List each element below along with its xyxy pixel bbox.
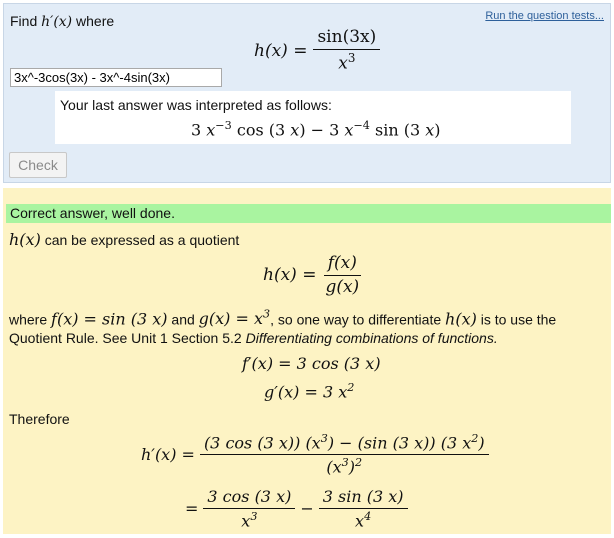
interpreted-expression: 3 $x^{-3}$ cos (3 x) − 3 $x^{-4}$ sin (3 x) bbox=[191, 119, 441, 140]
rule-line bbox=[9, 330, 498, 346]
where-h: h(x) bbox=[445, 309, 477, 329]
term1-den-base: x bbox=[241, 510, 251, 530]
quotient-numerator: f(x) bbox=[324, 254, 361, 276]
hprime-denominator: $(x^3)^2$ bbox=[326, 455, 363, 477]
question-prompt bbox=[10, 13, 114, 30]
equals-sign: = bbox=[185, 499, 199, 519]
hprime-den-close: ) bbox=[348, 457, 356, 477]
interpretation-label: Your last answer was interpreted as follows: bbox=[60, 97, 332, 113]
therefore-text: Therefore bbox=[9, 411, 70, 427]
run-question-tests-link[interactable]: Run the question tests... bbox=[485, 10, 604, 22]
intro-function: h(x) bbox=[9, 230, 41, 249]
term1-fraction bbox=[203, 488, 295, 530]
hprime-num-a: (3 cos (3 x)) (x bbox=[203, 433, 321, 453]
f-prime-equation: f′(x) = 3 cos (3 x) bbox=[242, 354, 381, 373]
prompt-function: h′(x) bbox=[41, 14, 73, 30]
quotient-equation bbox=[263, 254, 363, 296]
correct-answer-banner: Correct answer, well done. bbox=[6, 204, 611, 223]
g-prime-base: g′(x) = 3 x bbox=[264, 382, 348, 402]
intro-text: can be expressed as a quotient bbox=[44, 232, 240, 248]
minus-sign: − bbox=[300, 499, 314, 519]
formula-denominator bbox=[334, 50, 359, 73]
term2-denominator bbox=[351, 509, 375, 530]
hprime-den-a: (x bbox=[326, 457, 342, 477]
quotient-fraction bbox=[321, 254, 363, 296]
where-and: and bbox=[171, 311, 195, 328]
quotient-lhs: h(x) = bbox=[263, 265, 317, 286]
hprime-num-c: ) bbox=[478, 433, 485, 453]
hprime-fraction bbox=[200, 433, 489, 476]
quotient-intro bbox=[9, 230, 239, 249]
quotient-denominator: g(x) bbox=[325, 276, 360, 297]
term1-denominator bbox=[237, 509, 261, 530]
g-prime-equation bbox=[264, 381, 354, 401]
where-g-base: g(x) = x bbox=[198, 309, 264, 329]
term1-den-exp: 3 bbox=[250, 509, 258, 523]
term2-den-base: x bbox=[355, 510, 365, 530]
formula-numerator: sin(3x) bbox=[313, 28, 380, 50]
term1-numerator: 3 cos (3 x) bbox=[203, 488, 295, 509]
interpretation-box bbox=[55, 91, 571, 144]
hprime-lhs: h′(x) = bbox=[141, 444, 195, 464]
formula-lhs: h(x) = bbox=[254, 40, 308, 61]
question-formula bbox=[254, 28, 380, 73]
formula-fraction bbox=[313, 28, 380, 73]
term2-fraction bbox=[319, 488, 408, 530]
question-panel bbox=[3, 3, 611, 183]
g-prime-exp: 2 bbox=[347, 381, 355, 394]
where-g bbox=[199, 309, 270, 328]
where-text-2: , so one way to differentiate bbox=[270, 311, 442, 328]
where-text-1: where bbox=[9, 311, 48, 328]
rule-text-em: Differentiating combinations of functions. bbox=[245, 330, 498, 346]
where-line bbox=[9, 308, 556, 328]
h-prime-equation bbox=[141, 433, 489, 476]
where-g-exp: 3 bbox=[263, 308, 271, 321]
term2-den-exp: 4 bbox=[364, 509, 372, 523]
hprime-num-b: ) − (sin (3 x)) (3 x bbox=[327, 433, 472, 453]
prompt-text-where: where bbox=[76, 13, 115, 29]
where-f: f(x) = sin (3 x) bbox=[51, 309, 168, 329]
rule-text: Quotient Rule. See Unit 1 Section 5.2 bbox=[9, 330, 242, 346]
answer-input[interactable] bbox=[10, 68, 222, 87]
formula-den-base: x bbox=[338, 53, 348, 74]
formula-den-exp: 3 bbox=[347, 50, 356, 65]
prompt-text: Find bbox=[10, 13, 38, 29]
check-button[interactable]: Check bbox=[9, 152, 67, 178]
h-prime-simplified bbox=[185, 488, 408, 530]
term2-numerator: 3 sin (3 x) bbox=[319, 488, 408, 509]
feedback-panel bbox=[3, 188, 611, 534]
where-text-3: is to use the bbox=[480, 311, 557, 328]
hprime-numerator: (3 cos (3 x)) $(x^3) - (\sin$ (3 x)) (3 $x^2$) bbox=[200, 433, 489, 455]
